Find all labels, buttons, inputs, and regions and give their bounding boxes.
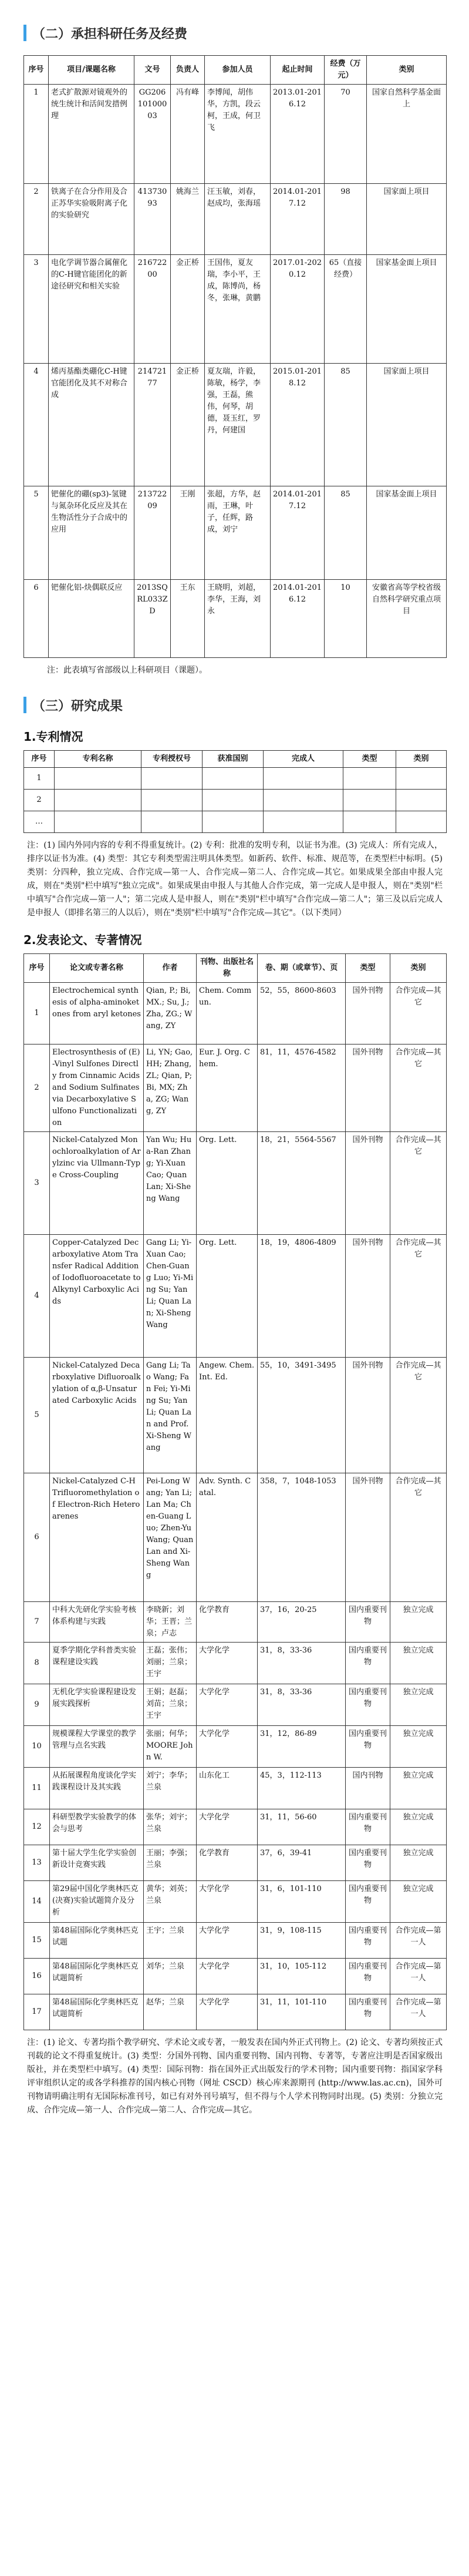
cell-cat: 独立完成 — [390, 1845, 447, 1881]
cell-category: 国家面上项目 — [367, 184, 447, 255]
cell-type: 国内重要刊物 — [346, 1643, 390, 1684]
cell-journal: 大学化学 — [197, 1959, 258, 1994]
cell-no: 11 — [24, 1768, 50, 1809]
empty-cell — [264, 790, 343, 811]
empty-cell — [203, 768, 264, 790]
cell-journal: 大学化学 — [197, 1643, 258, 1684]
header-cell: 专利名称 — [55, 751, 141, 768]
cell-funds: 85 — [325, 486, 367, 580]
cell-members: 李博闻，胡伟华，方凯，段云柯，王成，何卫飞 — [205, 85, 271, 184]
cell-vol: 358，7，1048-1053 — [258, 1473, 346, 1602]
cell-authors: 王丽；李强；兰泉 — [144, 1845, 197, 1881]
cell-cat: 独立完成 — [390, 1881, 447, 1923]
paper-subtitle: 2.发表论文、专著情况 — [23, 933, 142, 947]
cell-period: 2013.01-2016.12 — [271, 85, 325, 184]
empty-cell — [141, 768, 203, 790]
header-cell: 作者 — [144, 954, 197, 983]
table-row — [24, 1768, 447, 1809]
cell-leader: 冯有峰 — [171, 85, 205, 184]
cell-period: 2015.01-2018.12 — [271, 364, 325, 486]
cell-type: 国外刊物 — [346, 1473, 390, 1602]
header-cell: 项目/课题名称 — [49, 56, 134, 85]
cell-no: 2 — [24, 790, 55, 811]
header-cell: 类型 — [343, 751, 396, 768]
cell-title: 规模课程大学课堂的教学管理与点名实践 — [50, 1726, 144, 1768]
cell-authors: Qian, P.; Bi, MX.; Su, J.; Zha, ZG.; Wang, ZY — [144, 983, 197, 1044]
empty-cell — [55, 790, 141, 811]
cell-no: 4 — [24, 364, 49, 486]
header-cell: 获准国别 — [203, 751, 264, 768]
header-cell: 类别 — [390, 954, 447, 983]
header-cell: 卷、期（或章节）、页 — [258, 954, 346, 983]
cell-title: Electrosynthesis of (E)-Vinyl Sulfones Directly from Cinnamic Acids and Sodium Sulfinates via Decarboxylative Sulfono Functionalization — [50, 1044, 144, 1132]
table-row — [24, 983, 447, 1044]
header-cell: 论文或专著名称 — [50, 954, 144, 983]
table-row — [24, 1959, 447, 1994]
cell-journal: Org. Lett. — [197, 1235, 258, 1358]
header-cell: 起止时间 — [271, 56, 325, 85]
cell-category: 国家基金面上项目 — [367, 255, 447, 364]
cell-authors: 赵华；兰泉 — [144, 1994, 197, 2030]
section-heading: （三）研究成果 — [32, 698, 123, 714]
cell-authors: Pei-Long Wang; Yan Li; Lan Ma; Chen-Guang Luo; Zhen-Yu Wang; Quan Lan and Xi-Sheng Wang — [144, 1473, 197, 1602]
cell-vol: 37，6，39-41 — [258, 1845, 346, 1881]
cell-no: 1 — [24, 85, 49, 184]
cell-journal: Angew. Chem. Int. Ed. — [197, 1358, 258, 1473]
cell-journal: 大学化学 — [197, 1923, 258, 1959]
cell-type: 国内重要刊物 — [346, 1881, 390, 1923]
cell-no: 16 — [24, 1959, 50, 1994]
cell-type: 国内重要刊物 — [346, 1602, 390, 1643]
cell-no: 6 — [24, 1473, 50, 1602]
cell-category: 国家自然科学基金面上 — [367, 85, 447, 184]
empty-cell — [55, 768, 141, 790]
cell-vol: 31，11，56-60 — [258, 1809, 346, 1845]
cell-journal: 大学化学 — [197, 1809, 258, 1845]
cell-authors: 王磊；张伟；刘丽；兰泉；王宇 — [144, 1643, 197, 1684]
cell-vol: 31，10，105-112 — [258, 1959, 346, 1994]
cell-no: 6 — [24, 580, 49, 658]
cell-funds: 70 — [325, 85, 367, 184]
cell-funds: 98 — [325, 184, 367, 255]
cell-no: 10 — [24, 1726, 50, 1768]
cell-leader: 姚海兰 — [171, 184, 205, 255]
table-row — [24, 1643, 447, 1684]
cell-title: 第29届中国化学奥林匹克(决赛)实验试题简介及分析 — [50, 1881, 144, 1923]
cell-name: 电化学调节器合属催化的C-H键官能团化的新途径研究和相关实验 — [49, 255, 134, 364]
cell-funds: 10 — [325, 580, 367, 658]
cell-cat: 独立完成 — [390, 1726, 447, 1768]
header-cell: 文号 — [134, 56, 171, 85]
table-row — [24, 580, 447, 658]
cell-no: 5 — [24, 486, 49, 580]
cell-cat: 合作完成—第一人 — [390, 1959, 447, 1994]
empty-cell — [141, 790, 203, 811]
cell-leader: 王刚 — [171, 486, 205, 580]
patent-subtitle: 1.专利情况 — [23, 730, 83, 744]
table-row — [24, 184, 447, 255]
cell-cat: 独立完成 — [390, 1602, 447, 1643]
cell-members: 汪玉敏，刘春，赵成均，张海瑶 — [205, 184, 271, 255]
cell-funds: 85 — [325, 364, 367, 486]
cell-name: 钯催化的硼(sp3)-氢键与氮杂环化反应及其在生物活性分子合成中的应用 — [49, 486, 134, 580]
cell-title: 中科大先研化学实验考核体系构建与实践 — [50, 1602, 144, 1643]
cell-journal: 大学化学 — [197, 1684, 258, 1726]
cell-cat: 独立完成 — [390, 1643, 447, 1684]
cell-type: 国内重要刊物 — [346, 1726, 390, 1768]
cell-title: 第48届国际化学奥林匹克试题简析 — [50, 1994, 144, 2030]
patent-table — [23, 750, 447, 833]
cell-authors: 王娟；赵磊；刘苗；兰泉；王宇 — [144, 1684, 197, 1726]
table-row — [24, 811, 447, 833]
cell-doc: 21372209 — [134, 486, 171, 580]
table-row — [24, 1602, 447, 1643]
cell-journal: Eur. J. Org. Chem. — [197, 1044, 258, 1132]
cell-journal: Chem. Commun. — [197, 983, 258, 1044]
cell-type: 国内重要刊物 — [346, 1959, 390, 1994]
cell-title: 科研型教学实验教学的体会与思考 — [50, 1809, 144, 1845]
cell-cat: 合作完成—第一人 — [390, 1994, 447, 2030]
cell-vol: 31，12，86-89 — [258, 1726, 346, 1768]
cell-cat: 合作完成—其它 — [390, 983, 447, 1044]
empty-cell — [343, 811, 396, 833]
cell-vol: 52，55，8600-8603 — [258, 983, 346, 1044]
patent-footnote: 注：(1) 国内外同内容的专利不得重复统计。(2) 专利：批准的发明专利，以证书为准。(3) 完成人：所有完成人，排序以证书为准。(4) 类型：其它专利类型需注明具体类型。如新药、软件、标准、规范等，在类型栏中标明。(5) 类别：分四种，独立完成、合作完成—第一人、合作完成—第二人、合作完成—其它。如果成果全部由申报人完成，则在"类别"栏中填写"独立完成"。如果成果由申报人与其他人合作完成，第一完成人是申报人，则在"类别"栏中填写"合作完成—第一人"；第二完成人是申报人，则在"类别"栏中填写"合作完成—第二人"；第三及以后完成人是申报人（即排名第三的人以后），则在"类别"栏中填写"合作完成—其它"。（以下类同） — [27, 841, 443, 918]
cell-vol: 81，11，4576-4582 — [258, 1044, 346, 1132]
patent-header-row — [24, 751, 447, 768]
cell-no: 3 — [24, 255, 49, 364]
cell-funds: 65（直接经费） — [325, 255, 367, 364]
cell-authors: Gang Li; Yi-Xuan Cao; Chen-Guang Luo; Yi-Ming Su; Yan Li; Quan Lan; Xi-Sheng Wang — [144, 1235, 197, 1358]
cell-title: 第48届国际化学奥林匹克试题 — [50, 1923, 144, 1959]
project-table — [23, 55, 447, 658]
cell-journal: 化学教育 — [197, 1602, 258, 1643]
table-row — [24, 768, 447, 790]
cell-doc: 21472177 — [134, 364, 171, 486]
cell-journal: 大学化学 — [197, 1726, 258, 1768]
cell-authors: 张华；刘宇；兰泉 — [144, 1809, 197, 1845]
header-cell: 经费（万元） — [325, 56, 367, 85]
table-row — [24, 1845, 447, 1881]
cell-vol: 31，8，33-36 — [258, 1684, 346, 1726]
cell-type: 国外刊物 — [346, 983, 390, 1044]
cell-type: 国内重要刊物 — [346, 1923, 390, 1959]
header-cell: 序号 — [24, 954, 50, 983]
cell-journal: Adv. Synth. Catal. — [197, 1473, 258, 1602]
table-row — [24, 790, 447, 811]
cell-vol: 31，11，101-110 — [258, 1994, 346, 2030]
cell-no: 8 — [24, 1643, 50, 1684]
empty-cell — [396, 768, 447, 790]
cell-cat: 合作完成—第一人 — [390, 1923, 447, 1959]
cell-no: 2 — [24, 184, 49, 255]
cell-name: 烯丙基酯类硼化C-H键官能团化及其不对称合成 — [49, 364, 134, 486]
cell-name: 钯催化铝-炔偶联反应 — [49, 580, 134, 658]
cell-cat: 合作完成—其它 — [390, 1044, 447, 1132]
table-row — [24, 1994, 447, 2030]
cell-title: 第48届国际化学奥林匹克试题简析 — [50, 1959, 144, 1994]
cell-authors: Yan Wu; Hua-Ran Zhang; Yi-Xuan Cao; Quan Lan; Xi-Sheng Wang — [144, 1132, 197, 1235]
cell-doc: 2013SQRL033ZD — [134, 580, 171, 658]
cell-vol: 37，16，20-25 — [258, 1602, 346, 1643]
table-row — [24, 1726, 447, 1768]
cell-no: 1 — [24, 768, 55, 790]
cell-vol: 18，21，5564-5567 — [258, 1132, 346, 1235]
cell-no: 1 — [24, 983, 50, 1044]
table-row — [24, 486, 447, 580]
project-header-row — [24, 56, 447, 85]
cell-no: 2 — [24, 1044, 50, 1132]
cell-type: 国内刊物 — [346, 1768, 390, 1809]
empty-cell — [343, 790, 396, 811]
cell-cat: 独立完成 — [390, 1809, 447, 1845]
cell-journal: 大学化学 — [197, 1881, 258, 1923]
empty-cell — [141, 811, 203, 833]
table-row — [24, 85, 447, 184]
header-cell: 负责人 — [171, 56, 205, 85]
cell-cat: 合作完成—其它 — [390, 1132, 447, 1235]
cell-period: 2014.01-2017.12 — [271, 184, 325, 255]
table-row — [24, 364, 447, 486]
cell-journal: 化学教育 — [197, 1845, 258, 1881]
cell-type: 国外刊物 — [346, 1044, 390, 1132]
cell-type: 国内重要刊物 — [346, 1994, 390, 2030]
cell-period: 2014.01-2017.12 — [271, 486, 325, 580]
table-row — [24, 1358, 447, 1473]
cell-category: 国家面上项目 — [367, 364, 447, 486]
cell-cat: 独立完成 — [390, 1768, 447, 1809]
empty-cell — [396, 790, 447, 811]
cell-doc: 21672200 — [134, 255, 171, 364]
cell-leader: 金正桥 — [171, 255, 205, 364]
table-row — [24, 1684, 447, 1726]
table-row — [24, 1132, 447, 1235]
cell-title: 从拓展课程角度谈化学实践课程设计及其实践 — [50, 1768, 144, 1809]
cell-no: 4 — [24, 1235, 50, 1358]
header-cell: 序号 — [24, 751, 55, 768]
cell-category: 安徽省高等学校省级自然科学研究重点项目 — [367, 580, 447, 658]
cell-type: 国外刊物 — [346, 1235, 390, 1358]
cell-no: 9 — [24, 1684, 50, 1726]
cell-type: 国外刊物 — [346, 1358, 390, 1473]
paper-table — [23, 953, 447, 2030]
cell-no: 13 — [24, 1845, 50, 1881]
cell-vol: 31，6，101-110 — [258, 1881, 346, 1923]
cell-category: 国家基金面上项目 — [367, 486, 447, 580]
table-row — [24, 1809, 447, 1845]
paper-header-row — [24, 954, 447, 983]
cell-type: 国内重要刊物 — [346, 1684, 390, 1726]
document-page — [23, 21, 446, 2117]
title-bar — [23, 25, 26, 41]
project-footnote: 注：此表填写省部级以上科研项目（课题）。 — [47, 666, 207, 675]
header-cell: 类别 — [396, 751, 447, 768]
cell-authors: 李晓新；刘华；王晋；兰泉；卢志 — [144, 1602, 197, 1643]
cell-name: 铁离子在合分作用及合正苏华实验吸附离子化的实验研究 — [49, 184, 134, 255]
cell-period: 2017.01-2020.12 — [271, 255, 325, 364]
section-title-results — [23, 693, 446, 717]
cell-journal: 山东化工 — [197, 1768, 258, 1809]
empty-cell — [343, 768, 396, 790]
cell-leader: 金正桥 — [171, 364, 205, 486]
paper-footnote: 注：(1) 论文、专著均指个教学研究、学术论文或专著，一般发表在国内外正式刊物上。(2) 论文、专著均须按正式刊载的论文不得重复统计。(3) 类型：分国外刊物、国内重要刊物、国内刊物、专著等，专著应注明是否国家级出版社，并在类型栏中填写。(4) 类型：国际刊物：指在国外正式出版发行的学术刊物；国内重要刊物：指国家学科评审组织认定的或各学科推荐的国内核心刊物（网址 CSCD）核心库来源期刊 (http://www.las.ac.cn)，国外可刊物请明确注明有无国际标准刊号，如已有对外刊号填写，但不得与个人学术刊物同时出现。(5) 类别：分独立完成、合作完成—第一人、合作完成—第二人、合作完成—其它。 — [27, 2038, 443, 2115]
section-title-tasks — [23, 21, 446, 45]
cell-vol: 31，9，108-115 — [258, 1923, 346, 1959]
cell-doc: 41373093 — [134, 184, 171, 255]
cell-vol: 18，19，4806-4809 — [258, 1235, 346, 1358]
cell-name: 老式扩散源对镜观外的统生统计和活间发措例理 — [49, 85, 134, 184]
cell-no: 5 — [24, 1358, 50, 1473]
cell-authors: 刘宁；李华；兰泉 — [144, 1768, 197, 1809]
header-cell: 刊物、出版社名称 — [197, 954, 258, 983]
table-row — [24, 1923, 447, 1959]
cell-journal: Org. Lett. — [197, 1132, 258, 1235]
table-row — [24, 255, 447, 364]
section-heading: （二）承担科研任务及经费 — [32, 26, 188, 42]
cell-vol: 55，10，3491-3495 — [258, 1358, 346, 1473]
table-row — [24, 1235, 447, 1358]
cell-type: 国内重要刊物 — [346, 1809, 390, 1845]
cell-authors: Li, YN; Gao, HH; Zhang, ZL; Qian, P; Bi, MX; Zha, ZG; Wang, ZY — [144, 1044, 197, 1132]
header-cell: 类别 — [367, 56, 447, 85]
cell-authors: Gang Li; Tao Wang; Fan Fei; Yi-Ming Su; Yan Li; Quan Lan and Prof. Xi-Sheng Wang — [144, 1358, 197, 1473]
cell-no: 15 — [24, 1923, 50, 1959]
table-row — [24, 1044, 447, 1132]
header-cell: 完成人 — [264, 751, 343, 768]
cell-leader: 王东 — [171, 580, 205, 658]
cell-title: 第十届大学生化学实验创新设计竞赛实践 — [50, 1845, 144, 1881]
cell-cat: 合作完成—其它 — [390, 1358, 447, 1473]
header-cell: 类型 — [346, 954, 390, 983]
cell-members: 王晓明，刘超，李华，王海，刘永 — [205, 580, 271, 658]
header-cell: 参加人员 — [205, 56, 271, 85]
cell-no: 14 — [24, 1881, 50, 1923]
cell-period: 2014.01-2016.12 — [271, 580, 325, 658]
header-cell: 序号 — [24, 56, 49, 85]
table-row — [24, 1473, 447, 1602]
cell-title: Electrochemical synthesis of alpha-aminoketones from aryl ketones — [50, 983, 144, 1044]
cell-no: … — [24, 811, 55, 833]
cell-type: 国外刊物 — [346, 1132, 390, 1235]
cell-no: 12 — [24, 1809, 50, 1845]
cell-no: 17 — [24, 1994, 50, 2030]
empty-cell — [396, 811, 447, 833]
cell-members: 张超，方华，赵雨，王琳，叶子，任辉，路成，刘宁 — [205, 486, 271, 580]
cell-cat: 合作完成—其它 — [390, 1235, 447, 1358]
empty-cell — [264, 811, 343, 833]
header-cell: 专利授权号 — [141, 751, 203, 768]
cell-no: 7 — [24, 1602, 50, 1643]
cell-doc: GG20610100003 — [134, 85, 171, 184]
empty-cell — [203, 790, 264, 811]
cell-authors: 张丽；何华；MOORE John W. — [144, 1726, 197, 1768]
cell-cat: 独立完成 — [390, 1684, 447, 1726]
cell-authors: 刘华；兰泉 — [144, 1959, 197, 1994]
cell-cat: 合作完成—其它 — [390, 1473, 447, 1602]
cell-authors: 黄华；刘英；兰泉 — [144, 1881, 197, 1923]
cell-vol: 45，3，112-113 — [258, 1768, 346, 1809]
cell-no: 3 — [24, 1132, 50, 1235]
cell-vol: 31，8，33-36 — [258, 1643, 346, 1684]
cell-type: 国内重要刊物 — [346, 1845, 390, 1881]
cell-members: 夏友瑞，许毅，陈敏，杨学，李强，王磊，熊伟，何琴，胡德，聂玉红，罗丹，何建国 — [205, 364, 271, 486]
empty-cell — [203, 811, 264, 833]
title-bar — [23, 697, 26, 713]
cell-journal: 大学化学 — [197, 1994, 258, 2030]
cell-members: 王国伟，夏友瑞，李小平，王成，陈博尚，杨冬，张琳，黄鹏 — [205, 255, 271, 364]
cell-title: Copper-Catalyzed Decarboxylative Atom Transfer Radical Addition of Iodofluoroacetate to Alkynyl Carboxylic Acids — [50, 1235, 144, 1358]
cell-title: Nickel-Catalyzed Decarboxylative Difluoroalkylation of α,β-Unsaturated Carboxylic Acids — [50, 1358, 144, 1473]
empty-cell — [55, 811, 141, 833]
empty-cell — [264, 768, 343, 790]
cell-authors: 王宇；兰泉 — [144, 1923, 197, 1959]
cell-title: 夏季学期化学科普类实验课程建设实践 — [50, 1643, 144, 1684]
table-row — [24, 1881, 447, 1923]
cell-title: 无机化学实验课程建设发展实践探析 — [50, 1684, 144, 1726]
cell-title: Nickel-Catalyzed C-H Trifluoromethylation of Electron-Rich Heteroarenes — [50, 1473, 144, 1602]
cell-title: Nickel-Catalyzed Monochloroalkylation of Arylzinc via Ullmann-Type Cross-Coupling — [50, 1132, 144, 1235]
